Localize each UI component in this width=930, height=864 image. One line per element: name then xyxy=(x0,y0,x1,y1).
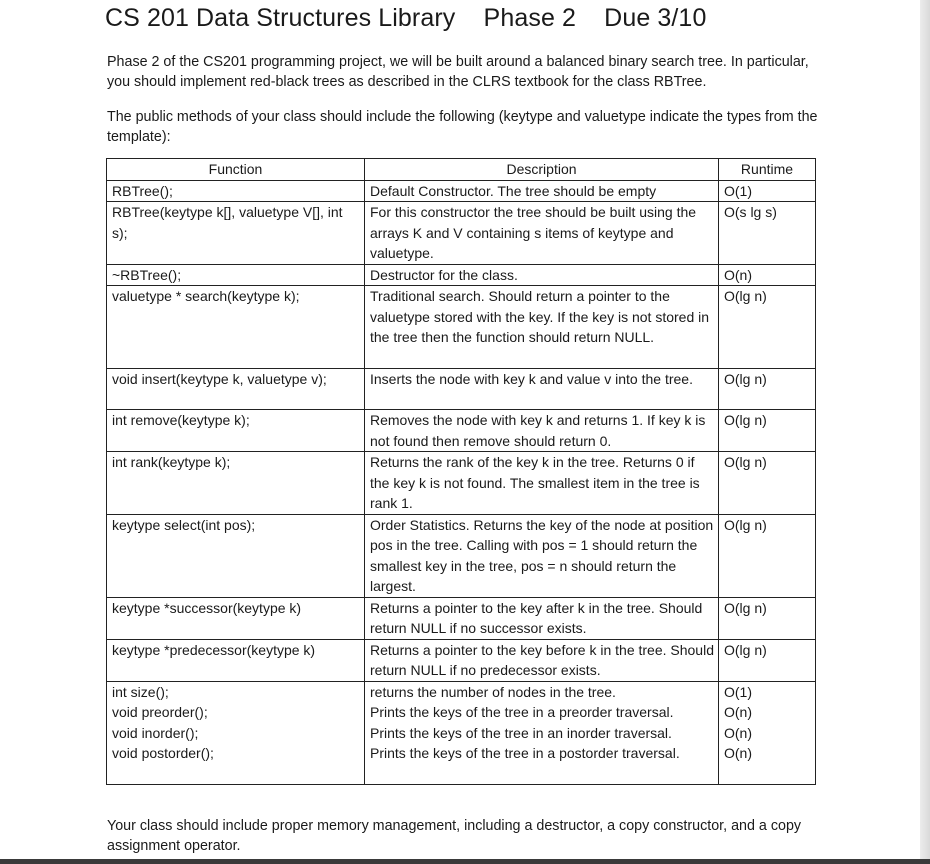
function-cell: void inorder(); xyxy=(107,723,365,744)
table-row xyxy=(107,202,816,265)
description-cell: Traditional search. Should return a pointer to the valuetype stored with the key. If the key is not stored in the tree then the function should return NULL. xyxy=(365,286,719,369)
runtime-cell: O(n) xyxy=(719,743,816,784)
description-cell: Prints the keys of the tree in an inorder traversal. xyxy=(365,723,719,744)
runtime-cell: O(lg n) xyxy=(719,452,816,515)
page-edge-shadow xyxy=(920,0,930,864)
runtime-cell: O(s lg s) xyxy=(719,202,816,265)
table-row xyxy=(107,452,816,515)
header-function: Function xyxy=(107,159,365,181)
function-cell: ~RBTree(); xyxy=(107,264,365,286)
table-row xyxy=(107,264,816,286)
table-row xyxy=(107,410,816,452)
runtime-cell: O(1) xyxy=(719,180,816,202)
runtime-cell: O(lg n) xyxy=(719,369,816,410)
description-cell: Removes the node with key k and returns 1. If key k is not found then remove should return 0. xyxy=(365,410,719,452)
description-cell: Order Statistics. Returns the key of the node at position pos in the tree. Calling with pos = 1 should return the smallest key in the tree, pos = n should return the largest. xyxy=(365,514,719,597)
function-cell: keytype select(int pos); xyxy=(107,514,365,597)
description-cell: For this constructor the tree should be built using the arrays K and V containing s items of keytype and valuetype. xyxy=(365,202,719,265)
runtime-cell: O(1) xyxy=(719,681,816,702)
table-row xyxy=(107,369,816,410)
table-row xyxy=(107,180,816,202)
table-row xyxy=(107,723,816,744)
function-cell: int remove(keytype k); xyxy=(107,410,365,452)
description-cell: Inserts the node with key k and value v into the tree. xyxy=(365,369,719,410)
runtime-cell: O(n) xyxy=(719,264,816,286)
function-cell: valuetype * search(keytype k); xyxy=(107,286,365,369)
function-cell: keytype *successor(keytype k) xyxy=(107,597,365,639)
table-row xyxy=(107,702,816,723)
description-cell: Returns the rank of the key k in the tree. Returns 0 if the key k is not found. The smallest item in the tree is rank 1. xyxy=(365,452,719,515)
memory-management-paragraph: Your class should include proper memory management, including a destructor, a copy constructor, and a copy assignment operator. xyxy=(107,818,802,854)
description-cell: Destructor for the class. xyxy=(365,264,719,286)
table-row xyxy=(107,286,816,369)
description-cell: Prints the keys of the tree in a preorder traversal. xyxy=(365,702,719,723)
header-description: Description xyxy=(365,159,719,181)
description-cell: Returns a pointer to the key before k in the tree. Should return NULL if no predecessor exists. xyxy=(365,639,719,681)
runtime-cell: O(lg n) xyxy=(719,410,816,452)
table-row xyxy=(107,681,816,702)
window-bottom-border xyxy=(0,859,930,864)
methods-intro-paragraph: The public methods of your class should include the following (keytype and valuetype indicate the types from the template): xyxy=(107,109,818,145)
description-cell: Default Constructor. The tree should be empty xyxy=(365,180,719,202)
table-row xyxy=(107,597,816,639)
function-cell: RBTree(keytype k[], valuetype V[], int s); xyxy=(107,202,365,265)
header-runtime: Runtime xyxy=(719,159,816,181)
table-row xyxy=(107,639,816,681)
function-cell: void preorder(); xyxy=(107,702,365,723)
runtime-cell: O(n) xyxy=(719,723,816,744)
table-row xyxy=(107,743,816,784)
methods-table xyxy=(106,158,816,785)
runtime-cell: O(lg n) xyxy=(719,514,816,597)
runtime-cell: O(n) xyxy=(719,702,816,723)
function-cell: void postorder(); xyxy=(107,743,365,784)
runtime-cell: O(lg n) xyxy=(719,286,816,369)
description-cell: Returns a pointer to the key after k in the tree. Should return NULL if no successor exists. xyxy=(365,597,719,639)
intro-paragraph: Phase 2 of the CS201 programming project, we will be built around a balanced binary search tree. In particular, you should implement red-black trees as described in the CLRS textbook for the class RBTree. xyxy=(107,54,809,90)
table-header-row xyxy=(107,159,816,181)
function-cell: int rank(keytype k); xyxy=(107,452,365,515)
function-cell: void insert(keytype k, valuetype v); xyxy=(107,369,365,410)
function-cell: RBTree(); xyxy=(107,180,365,202)
description-cell: returns the number of nodes in the tree. xyxy=(365,681,719,702)
runtime-cell: O(lg n) xyxy=(719,597,816,639)
page-title: CS 201 Data Structures Library Phase 2 Due 3/10 xyxy=(105,4,707,32)
function-cell: keytype *predecessor(keytype k) xyxy=(107,639,365,681)
function-cell: int size(); xyxy=(107,681,365,702)
description-cell: Prints the keys of the tree in a postorder traversal. xyxy=(365,743,719,784)
runtime-cell: O(lg n) xyxy=(719,639,816,681)
table-row xyxy=(107,514,816,597)
